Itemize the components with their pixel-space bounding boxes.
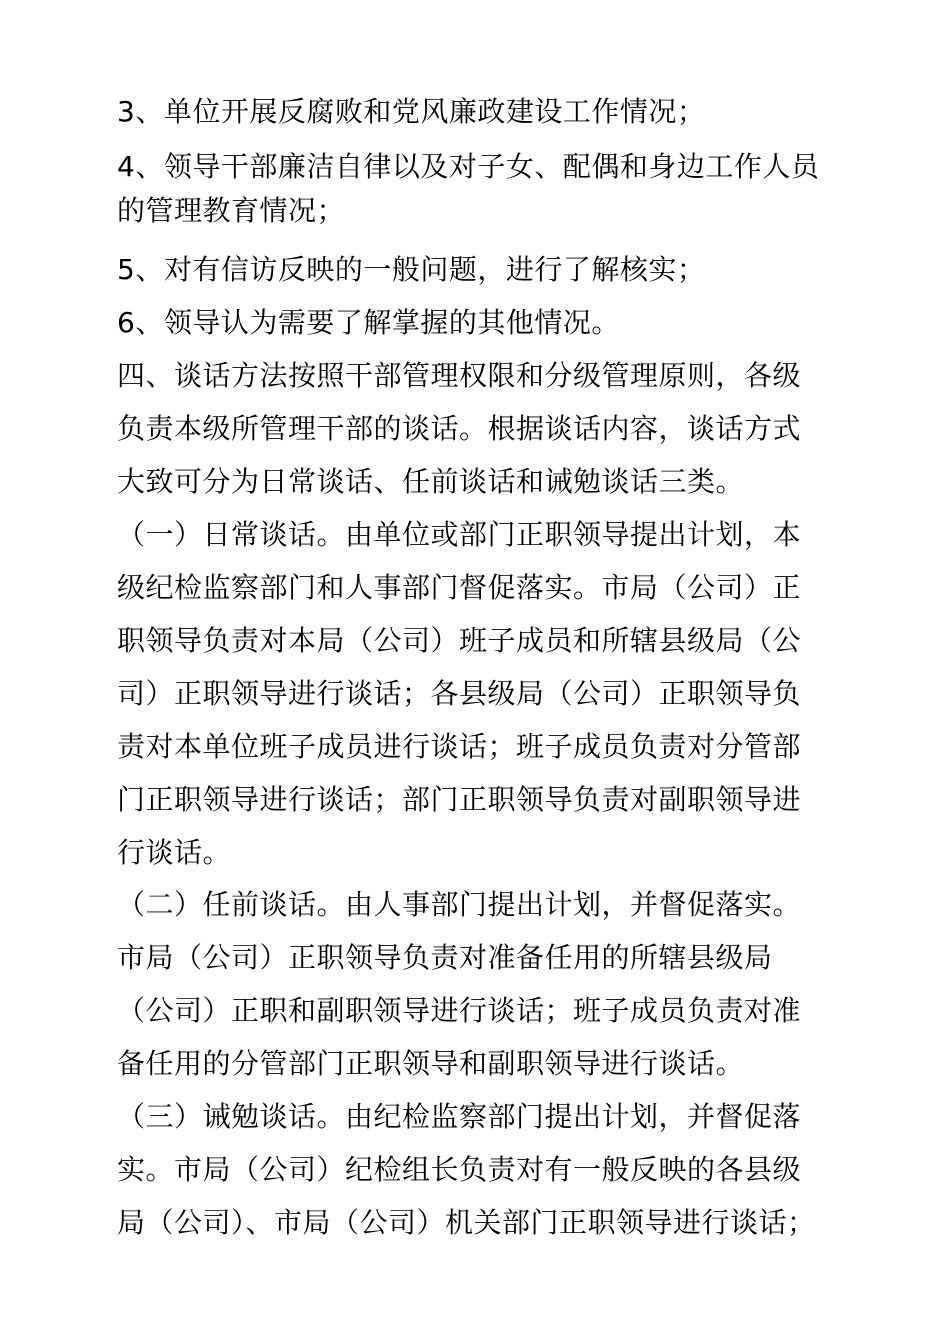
text-line: 职领导负责对本局（公司）班子成员和所辖县级局（公 <box>117 624 802 657</box>
text-line: 行谈话。 <box>117 836 232 869</box>
text-line: 责对本单位班子成员进行谈话；班子成员负责对分管部 <box>117 730 802 763</box>
text-line: （二）任前谈话。由人事部门提出计划，并督促落实。 <box>117 888 802 921</box>
text-line: 实。市局（公司）纪检组长负责对有一般反映的各县级 <box>117 1153 802 1186</box>
text-line: 3、单位开展反腐败和党风廉政建设工作情况； <box>117 95 706 128</box>
text-line: 的管理教育情况； <box>117 194 346 227</box>
text-line: 大致可分为日常谈话、任前谈话和诫勉谈话三类。 <box>117 465 745 498</box>
text-line: 四、谈话方法按照干部管理权限和分级管理原则，各级 <box>117 359 802 392</box>
text-line: （一）日常谈话。由单位或部门正职领导提出计划，本 <box>117 518 802 551</box>
text-line: （三）诫勉谈话。由纪检监察部门提出计划，并督促落 <box>117 1100 802 1133</box>
text-line: 5、对有信访反映的一般问题，进行了解核实； <box>117 253 706 286</box>
text-line: 司）正职领导进行谈话；各县级局（公司）正职领导负 <box>117 677 802 710</box>
text-line: 级纪检监察部门和人事部门督促落实。市局（公司）正 <box>117 571 802 604</box>
text-line: 4、领导干部廉洁自律以及对子女、配偶和身边工作人员 <box>117 150 820 183</box>
text-line: 负责本级所管理干部的谈话。根据谈话内容，谈话方式 <box>117 412 802 445</box>
text-line: 市局（公司）正职领导负责对准备任用的所辖县级局 <box>117 941 773 974</box>
text-line: 门正职领导进行谈话；部门正职领导负责对副职领导进 <box>117 783 802 816</box>
text-line: （公司）正职和副职领导进行谈话；班子成员负责对准 <box>117 994 802 1027</box>
text-line: 局（公司）、市局（公司）机关部门正职领导进行谈话； <box>117 1206 816 1239</box>
text-line: 备任用的分管部门正职领导和副职领导进行谈话。 <box>117 1047 745 1080</box>
text-line: 6、领导认为需要了解掌握的其他情况。 <box>117 306 620 339</box>
